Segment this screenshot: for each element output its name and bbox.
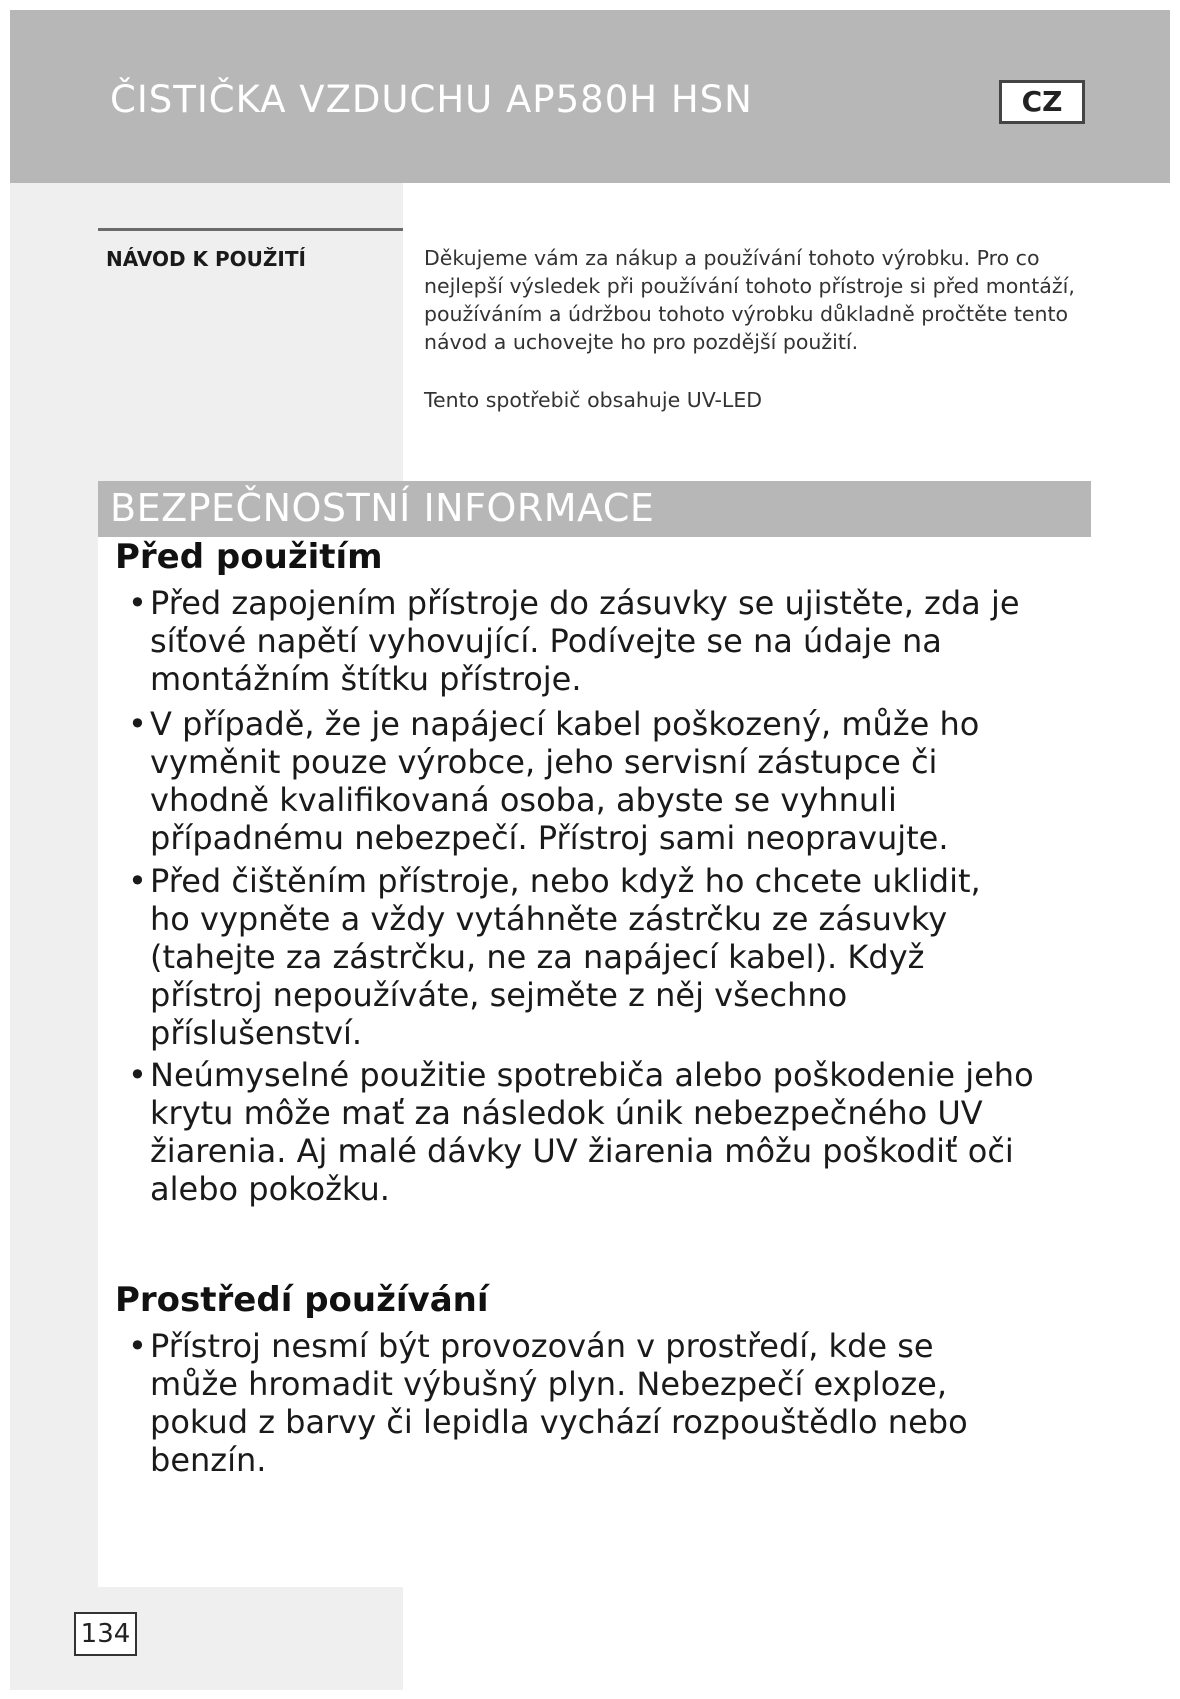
section-title: BEZPEČNOSTNÍ INFORMACE (110, 486, 655, 530)
bullet-icon: • (128, 862, 147, 900)
list-item (128, 1327, 1010, 1479)
list-item (128, 584, 1030, 698)
page-number: 134 (74, 1612, 137, 1656)
bullet-icon: • (128, 705, 147, 743)
page-header (10, 10, 1170, 183)
bullet-text: Před čištěním přístroje, nebo když ho chcete uklidit, ho vypněte a vždy vytáhněte zástrčku ze zásuvky (tahejte za zástrčku, ne za napájecí kabel). Když přístroj nepoužíváte, sejměte z něj všechno příslušenství. (150, 862, 981, 1052)
bullet-icon: • (128, 584, 147, 622)
bullet-icon: • (128, 1327, 147, 1365)
uv-led-note: Tento spotřebič obsahuje UV-LED (424, 388, 763, 412)
section-header-bar (98, 481, 1091, 537)
manual-label-rule (98, 228, 403, 231)
list-item (128, 705, 980, 857)
bullet-text: V případě, že je napájecí kabel poškozený, může ho vyměnit pouze výrobce, jeho servisní zástupce či vhodně kvalifikovaná osoba, abyste se vyhnuli případnému nebezpečí. Přístroj sami neopravujte. (150, 705, 980, 857)
manual-page (10, 10, 1170, 1690)
bullet-icon: • (128, 1056, 147, 1094)
manual-label: NÁVOD K POUŽITÍ (106, 247, 306, 271)
intro-paragraph: Děkujeme vám za nákup a používání tohoto výrobku. Pro co nejlepší výsledek při používání tohoto přístroje si před montáží, používáním a údržbou tohoto výrobku důkladně pročtěte tento návod a uchovejte ho pro pozdější použití. (424, 246, 1075, 354)
language-badge: CZ (999, 80, 1085, 124)
safety-content (98, 537, 1091, 1587)
before-use-heading: Před použitím (115, 537, 383, 577)
list-item (128, 1056, 1080, 1208)
bullet-text: Neúmyselné použitie spotrebiča alebo poškodenie jeho krytu môže mať za následok únik nebezpečného UV žiarenia. Aj malé dávky UV žiarenia môžu poškodiť oči alebo pokožku. (150, 1056, 1034, 1208)
bullet-text: Před zapojením přístroje do zásuvky se ujistěte, zda je síťové napětí vyhovující. Podívejte se na údaje na montážním štítku přístroje. (150, 584, 1020, 698)
product-title: ČISTIČKA VZDUCHU AP580H HSN (110, 78, 753, 121)
list-item (128, 862, 1015, 1052)
environment-heading: Prostředí používání (115, 1280, 489, 1320)
bullet-text: Přístroj nesmí být provozován v prostředí, kde se může hromadit výbušný plyn. Nebezpečí exploze, pokud z barvy či lepidla vychází rozpouštědlo nebo benzín. (150, 1327, 968, 1479)
